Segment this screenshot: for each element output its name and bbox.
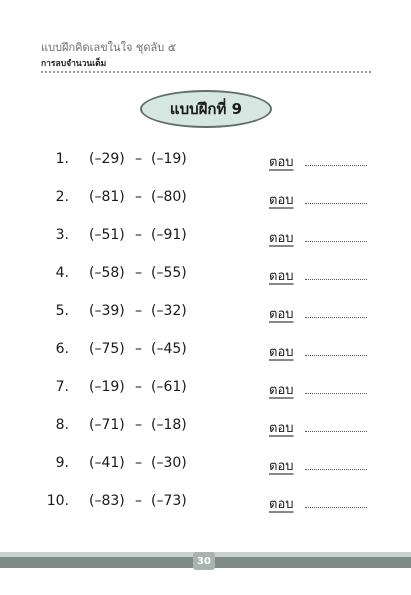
problem-number: 1. — [55, 151, 69, 167]
subtrahend: (–45) — [151, 341, 187, 357]
subtrahend: (–73) — [151, 493, 187, 509]
minuend: (–58) — [89, 265, 125, 281]
problem-number: 10. — [46, 493, 69, 509]
answer-blank[interactable] — [305, 355, 367, 356]
problem-number: 8. — [55, 417, 69, 433]
minuend: (–83) — [89, 493, 125, 509]
minus-sign: – — [135, 379, 142, 395]
section-title: การลบจำนวนเต็ม — [41, 59, 107, 69]
minus-sign: – — [135, 493, 142, 509]
minus-sign: – — [135, 265, 142, 281]
answer-blank[interactable] — [305, 393, 367, 394]
problem-row — [0, 333, 411, 371]
minuend: (–81) — [89, 189, 125, 205]
problem-number: 4. — [55, 265, 69, 281]
problem-number: 9. — [55, 455, 69, 471]
minuend: (–39) — [89, 303, 125, 319]
subtrahend: (–91) — [151, 227, 187, 243]
problem-number: 3. — [55, 227, 69, 243]
answer-blank[interactable] — [305, 279, 367, 280]
problem-row — [0, 371, 411, 409]
answer-label: ตอบ — [269, 383, 294, 398]
answer-label: ตอบ — [269, 497, 294, 512]
answer-label: ตอบ — [269, 231, 294, 246]
problem-number: 7. — [55, 379, 69, 395]
problem-number: 5. — [55, 303, 69, 319]
answer-blank[interactable] — [305, 165, 367, 166]
problem-row — [0, 257, 411, 295]
answer-blank[interactable] — [305, 469, 367, 470]
minus-sign: – — [135, 455, 142, 471]
answer-label: ตอบ — [269, 459, 294, 474]
problem-row — [0, 409, 411, 447]
answer-label: ตอบ — [269, 155, 294, 170]
problem-row — [0, 485, 411, 523]
problem-row — [0, 219, 411, 257]
problem-list — [0, 143, 411, 523]
answer-blank[interactable] — [305, 507, 367, 508]
answer-label: ตอบ — [269, 193, 294, 208]
exercise-title-badge — [140, 90, 272, 128]
minus-sign: – — [135, 189, 142, 205]
subtrahend: (–30) — [151, 455, 187, 471]
subtrahend: (–18) — [151, 417, 187, 433]
answer-blank[interactable] — [305, 317, 367, 318]
minuend: (–29) — [89, 151, 125, 167]
page-number-tab — [193, 552, 215, 570]
answer-label: ตอบ — [269, 345, 294, 360]
answer-label: ตอบ — [269, 269, 294, 284]
subtrahend: (–55) — [151, 265, 187, 281]
page-number: 30 — [197, 555, 211, 567]
subtrahend: (–19) — [151, 151, 187, 167]
problem-number: 6. — [55, 341, 69, 357]
subtrahend: (–80) — [151, 189, 187, 205]
problem-number: 2. — [55, 189, 69, 205]
minuend: (–71) — [89, 417, 125, 433]
answer-label: ตอบ — [269, 307, 294, 322]
book-title: แบบฝึกคิดเลขในใจ ชุดลับ ๕ — [41, 41, 177, 54]
exercise-title: แบบฝึกที่ 9 — [169, 100, 243, 118]
dotted-divider — [41, 71, 371, 73]
problem-row — [0, 447, 411, 485]
subtrahend: (–32) — [151, 303, 187, 319]
answer-blank[interactable] — [305, 203, 367, 204]
minus-sign: – — [135, 303, 142, 319]
minuend: (–41) — [89, 455, 125, 471]
minus-sign: – — [135, 417, 142, 433]
subtrahend: (–61) — [151, 379, 187, 395]
problem-row — [0, 181, 411, 219]
answer-blank[interactable] — [305, 431, 367, 432]
answer-blank[interactable] — [305, 241, 367, 242]
minus-sign: – — [135, 227, 142, 243]
problem-row — [0, 143, 411, 181]
answer-label: ตอบ — [269, 421, 294, 436]
minus-sign: – — [135, 151, 142, 167]
minuend: (–51) — [89, 227, 125, 243]
minuend: (–75) — [89, 341, 125, 357]
minus-sign: – — [135, 341, 142, 357]
minuend: (–19) — [89, 379, 125, 395]
problem-row — [0, 295, 411, 333]
